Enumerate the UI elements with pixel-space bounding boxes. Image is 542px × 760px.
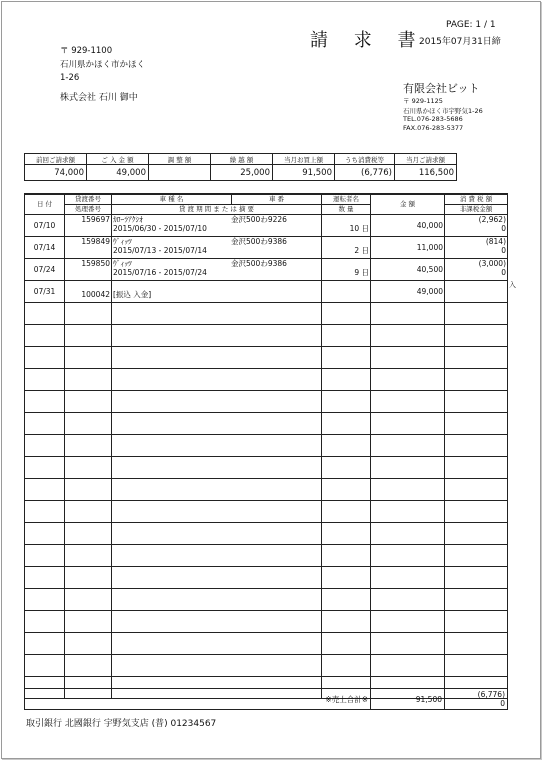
- blank-cell: [371, 413, 445, 435]
- total-tax-exempt: 0: [500, 699, 505, 708]
- blank-cell: [112, 435, 322, 457]
- blank-cell: [65, 325, 112, 347]
- blank-row: [25, 523, 508, 545]
- blank-cell: [65, 633, 112, 655]
- rental-period: 2015/07/13 - 2015/07/14: [113, 246, 207, 255]
- period-header: 貸 渡 期 間 ま た は 摘 要: [112, 205, 322, 215]
- quantity: 10 日: [349, 224, 369, 233]
- page-number: PAGE: 1 / 1: [446, 20, 496, 30]
- blank-cell: [65, 611, 112, 633]
- quantity-cell: [322, 215, 371, 237]
- row-date: 07/10: [25, 215, 65, 237]
- tax-amount: (814): [485, 237, 506, 246]
- blank-cell: [445, 611, 508, 633]
- detail-table: [24, 193, 508, 699]
- blank-cell: [445, 347, 508, 369]
- blank-cell: [322, 589, 371, 611]
- blank-cell: [25, 501, 65, 523]
- blank-cell: [445, 325, 508, 347]
- blank-row: [25, 611, 508, 633]
- vehicle-type: ｶﾛｰﾗｱｸｼｵ: [113, 215, 143, 224]
- summary-header-cell: 繰 越 額: [211, 154, 273, 165]
- plate-number: 金沢500わ9386: [231, 237, 287, 246]
- blank-cell: [371, 567, 445, 589]
- rental-period: 2015/06/30 - 2015/07/10: [113, 224, 207, 233]
- blank-cell: [322, 347, 371, 369]
- current-billing: 116,500: [395, 165, 457, 181]
- row-date: 07/24: [25, 259, 65, 281]
- blank-cell: [65, 369, 112, 391]
- issuer-tel: TEL.076-283-5686: [403, 115, 463, 123]
- blank-cell: [322, 369, 371, 391]
- blank-cell: [371, 325, 445, 347]
- totals-row: [25, 689, 508, 710]
- blank-cell: [112, 655, 322, 677]
- blank-row: [25, 655, 508, 677]
- blank-cell: [65, 523, 112, 545]
- blank-cell: [371, 523, 445, 545]
- blank-cell: [112, 611, 322, 633]
- tax-amount: (2,962): [478, 215, 506, 224]
- blank-row: [25, 369, 508, 391]
- driver-header: 運転者名: [322, 194, 371, 205]
- blank-cell: [445, 501, 508, 523]
- blank-cell: [371, 589, 445, 611]
- quantity-cell: [322, 259, 371, 281]
- blank-cell: [112, 589, 322, 611]
- total-tax-cell: [445, 689, 508, 710]
- tax-header: 消 費 税 額: [445, 194, 508, 205]
- bank-info: 取引銀行 北國銀行 宇野気支店 (普) 01234567: [26, 719, 217, 729]
- blank-cell: [445, 303, 508, 325]
- quantity: 9 日: [354, 268, 369, 277]
- blank-cell: [112, 369, 322, 391]
- previous-balance: 74,000: [25, 165, 87, 181]
- totals-table: [24, 688, 508, 710]
- customer-address-2: 1-26: [60, 73, 80, 83]
- blank-cell: [322, 303, 371, 325]
- process-number: 100042: [65, 281, 112, 303]
- blank-cell: [25, 523, 65, 545]
- row-amount: 49,000: [371, 281, 445, 303]
- detail-row: [25, 215, 508, 237]
- blank-cell: [371, 347, 445, 369]
- tax-exempt-amount: 0: [501, 246, 506, 255]
- row-amount: 11,000: [371, 237, 445, 259]
- row-date: 07/31: [25, 281, 65, 303]
- blank-cell: [65, 545, 112, 567]
- blank-cell: [445, 479, 508, 501]
- summary-table: [24, 153, 457, 181]
- blank-cell: [371, 457, 445, 479]
- blank-cell: [65, 413, 112, 435]
- blank-cell: [25, 479, 65, 501]
- blank-cell: [445, 633, 508, 655]
- summary-header-cell: 当月ご請求額: [395, 154, 457, 165]
- tax-cell: [445, 215, 508, 237]
- quantity-cell: [322, 281, 371, 303]
- issuer-fax: FAX.076-283-5377: [403, 124, 464, 132]
- blank-cell: [445, 391, 508, 413]
- blank-cell: [112, 303, 322, 325]
- blank-cell: [371, 435, 445, 457]
- blank-cell: [25, 545, 65, 567]
- total-amount: 91,500: [371, 689, 445, 710]
- entry-description: [振込 入金]: [113, 290, 152, 299]
- blank-cell: [112, 501, 322, 523]
- blank-row: [25, 589, 508, 611]
- closing-date: 2015年07月31日締: [419, 37, 501, 47]
- blank-row: [25, 545, 508, 567]
- row-amount: 40,000: [371, 215, 445, 237]
- blank-cell: [25, 655, 65, 677]
- blank-cell: [371, 479, 445, 501]
- invoice-page: [1, 1, 541, 759]
- blank-cell: [445, 413, 508, 435]
- blank-cell: [322, 611, 371, 633]
- blank-cell: [112, 479, 322, 501]
- vehicle-period-cell: [112, 259, 322, 281]
- blank-cell: [322, 435, 371, 457]
- customer-postal: 〒 929-1100: [60, 46, 113, 56]
- summary-header-cell: ご 入 金 額: [87, 154, 149, 165]
- blank-row: [25, 567, 508, 589]
- issuer-address: 石川県かほく市宇野気1-26: [403, 107, 483, 115]
- tax-exempt-amount: 0: [501, 268, 506, 277]
- blank-cell: [112, 347, 322, 369]
- adjustment: [149, 165, 211, 181]
- amount-header: 金 額: [371, 194, 445, 215]
- quantity: 2 日: [354, 246, 369, 255]
- rental-period: 2015/07/16 - 2015/07/24: [113, 268, 207, 277]
- slip-number: 159849: [65, 237, 112, 259]
- blank-cell: [25, 457, 65, 479]
- blank-cell: [65, 567, 112, 589]
- blank-cell: [445, 567, 508, 589]
- slip-number: 159697: [65, 215, 112, 237]
- total-label: ※売上合計※: [25, 689, 371, 710]
- customer-address: 石川県かほく市かほく: [60, 60, 146, 70]
- detail-row: [25, 281, 508, 303]
- blank-cell: [25, 303, 65, 325]
- blank-row: [25, 413, 508, 435]
- blank-cell: [112, 457, 322, 479]
- payment-received: 49,000: [87, 165, 149, 181]
- slip-number: 159850: [65, 259, 112, 281]
- current-purchases: 91,500: [273, 165, 335, 181]
- document-title: 請 求 書: [310, 30, 426, 51]
- blank-cell: [25, 611, 65, 633]
- detail-row: [25, 259, 508, 281]
- blank-cell: [322, 567, 371, 589]
- detail-header-row-1: [25, 194, 508, 205]
- vehicle-period-cell: [112, 215, 322, 237]
- blank-cell: [445, 523, 508, 545]
- blank-cell: [112, 391, 322, 413]
- vehicle-period-cell: [112, 237, 322, 259]
- blank-cell: [25, 369, 65, 391]
- customer-name: 株式会社 石川 御中: [60, 93, 138, 103]
- blank-cell: [65, 303, 112, 325]
- tax-cell: [445, 259, 508, 281]
- blank-cell: [445, 545, 508, 567]
- blank-cell: [65, 347, 112, 369]
- tax-cell: [445, 237, 508, 259]
- summary-value-row: [25, 165, 457, 181]
- summary-header-cell: 前回ご請求額: [25, 154, 87, 165]
- blank-cell: [25, 567, 65, 589]
- blank-cell: [322, 523, 371, 545]
- carried-forward: 25,000: [211, 165, 273, 181]
- blank-row: [25, 391, 508, 413]
- blank-row: [25, 479, 508, 501]
- blank-row: [25, 303, 508, 325]
- tax-cell: [445, 281, 508, 303]
- vehicle-period-cell: [112, 281, 322, 303]
- blank-cell: [322, 457, 371, 479]
- blank-cell: [112, 567, 322, 589]
- blank-cell: [322, 545, 371, 567]
- summary-header-row: [25, 154, 457, 165]
- plate-number: 金沢500わ9386: [231, 259, 287, 268]
- blank-cell: [65, 589, 112, 611]
- blank-cell: [25, 347, 65, 369]
- blank-cell: [25, 589, 65, 611]
- row-amount: 40,500: [371, 259, 445, 281]
- blank-row: [25, 501, 508, 523]
- blank-cell: [445, 589, 508, 611]
- plate-header: 車 番: [232, 194, 322, 205]
- blank-cell: [371, 633, 445, 655]
- issuer-name: 有限会社ビット: [403, 82, 480, 95]
- blank-cell: [112, 523, 322, 545]
- blank-cell: [322, 633, 371, 655]
- slip-number-header: 貸渡番号: [65, 194, 112, 205]
- blank-cell: [371, 369, 445, 391]
- tax-exempt-amount: 0: [501, 224, 506, 233]
- blank-row: [25, 633, 508, 655]
- blank-cell: [371, 655, 445, 677]
- blank-cell: [445, 435, 508, 457]
- detail-row: [25, 237, 508, 259]
- blank-cell: [112, 633, 322, 655]
- blank-cell: [65, 457, 112, 479]
- blank-cell: [445, 457, 508, 479]
- blank-row: [25, 347, 508, 369]
- row-date: 07/14: [25, 237, 65, 259]
- blank-cell: [25, 413, 65, 435]
- summary-header-cell: うち消費税等: [335, 154, 395, 165]
- blank-cell: [65, 479, 112, 501]
- process-number-header: 処理番号: [65, 205, 112, 215]
- blank-cell: [25, 435, 65, 457]
- blank-cell: [371, 611, 445, 633]
- blank-cell: [112, 545, 322, 567]
- quantity-cell: [322, 237, 371, 259]
- blank-cell: [25, 391, 65, 413]
- blank-cell: [322, 413, 371, 435]
- vehicle-type: ｳﾞｨｯﾂ: [113, 259, 132, 268]
- blank-cell: [445, 655, 508, 677]
- blank-cell: [371, 391, 445, 413]
- blank-cell: [25, 633, 65, 655]
- blank-cell: [322, 391, 371, 413]
- blank-row: [25, 325, 508, 347]
- summary-header-cell: 当月お買上額: [273, 154, 335, 165]
- date-header: 日 付: [25, 194, 65, 215]
- blank-cell: [371, 303, 445, 325]
- summary-header-cell: 調 整 額: [149, 154, 211, 165]
- blank-cell: [371, 545, 445, 567]
- blank-cell: [65, 391, 112, 413]
- blank-cell: [322, 325, 371, 347]
- blank-cell: [65, 435, 112, 457]
- plate-number: 金沢500わ9226: [231, 215, 287, 224]
- blank-cell: [65, 655, 112, 677]
- quantity-header: 数 量: [322, 205, 371, 215]
- blank-cell: [112, 325, 322, 347]
- blank-cell: [112, 413, 322, 435]
- blank-cell: [25, 325, 65, 347]
- blank-row: [25, 457, 508, 479]
- vehicle-type: ｳﾞｨｯﾂ: [113, 237, 132, 246]
- blank-cell: [371, 501, 445, 523]
- consumption-tax: (6,776): [335, 165, 395, 181]
- blank-cell: [445, 369, 508, 391]
- blank-row: [25, 435, 508, 457]
- total-tax: (6,776): [477, 690, 505, 699]
- vehicle-type-header: 車 種 名: [112, 194, 232, 205]
- tax-exempt-header: 非課税金額: [445, 205, 508, 215]
- blank-cell: [65, 501, 112, 523]
- blank-cell: [322, 479, 371, 501]
- blank-cell: [322, 501, 371, 523]
- blank-cell: [322, 655, 371, 677]
- issuer-postal: 〒 929-1125: [403, 97, 443, 105]
- side-mark: 入: [509, 281, 516, 289]
- tax-amount: (3,000): [478, 259, 506, 268]
